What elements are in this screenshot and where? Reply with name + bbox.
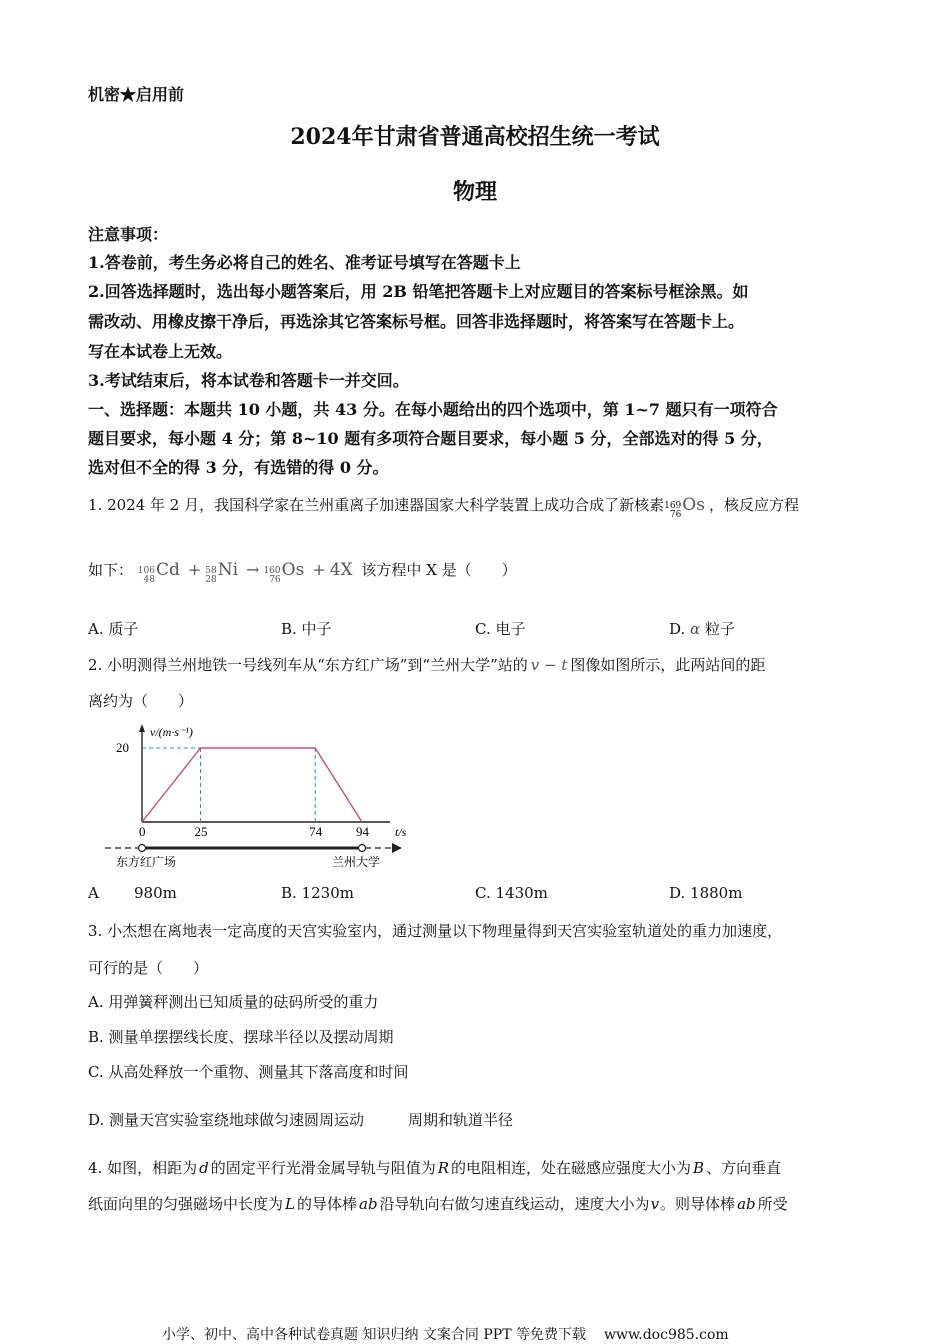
q3-option-a: A. 用弹簧秤测出已知质量的砝码所受的重力 (88, 993, 379, 1011)
y-tick-20: 20 (116, 740, 129, 755)
q2-option-d: D. 1880m (669, 884, 743, 902)
exam-title: 2024年甘肃省普通高校招生统一考试 (290, 124, 660, 150)
vt-chart (100, 722, 420, 877)
footer-url[interactable]: www.doc985.com (603, 1327, 729, 1343)
note-2-line-2: 需改动、用橡皮擦干净后，再选涂其它答案标号框。回答非选择题时，将答案写在答题卡上。 (88, 312, 745, 331)
q3-stem-line-1: 3. 小杰想在离地表一定高度的天宫实验室内，通过测量以下物理量得到天宫实验室轨道处的重力加速度， (88, 922, 783, 940)
q1-option-c: C. 电子 (475, 620, 526, 638)
q3-option-c: C. 从高处释放一个重物、测量其下落高度和时间 (88, 1063, 409, 1081)
x-tick-25: 25 (194, 824, 208, 839)
q4-stem-line-1: 4. 如图，相距为 d 的固定平行光滑金属导轨与阻值为 R 的电阻相连，处在磁感应强度大小为 B 、方向垂直 (88, 1159, 782, 1177)
nuclide-os-169: 169 76 Os (664, 495, 705, 520)
note-2-line-3: 写在本试卷上无效。 (88, 342, 233, 361)
note-2-line-1: 2.回答选择题时，选出每小题答案后，用 2B 铅笔把答题卡上对应题目的答案标号框涂黑。如 (88, 282, 749, 301)
station-end-dot (359, 845, 366, 852)
y-axis-arrow (139, 724, 145, 732)
station-end-label: 兰州大学 (332, 855, 381, 869)
q1-option-d: D. α 粒子 (669, 620, 735, 638)
q2-option-c: C. 1430m (475, 884, 548, 902)
x-tick-94: 94 (356, 824, 369, 839)
section-1-line-3: 选对但不全的得 3 分，有选错的得 0 分。 (88, 458, 389, 477)
q1-equation-line: 如下： 106 48 Cd + 58 28 Ni → 160 76 Os + 4X 该方程中 X 是（ ） (88, 560, 517, 585)
q1-option-b: B. 中子 (281, 620, 332, 638)
section-1-line-1: 一、选择题：本题共 10 小题，共 43 分。在每小题给出的四个选项中，第 1~7 题只有一项符合 (88, 400, 778, 419)
q4-stem-line-2: 纸面向里的匀强磁场中长度为 L 的导体棒 ab 沿导轨向右做匀速直线运动，速度大小为v。则导体棒 ab 所受 (88, 1195, 788, 1213)
notes-heading: 注意事项： (88, 225, 169, 244)
q2-option-a-label: A (88, 884, 99, 902)
velocity-series-line (142, 748, 362, 822)
section-1-line-2: 题目要求，每小题 4 分；第 8~10 题有多项符合题目要求，每小题 5 分，全部选对的得 5 分， (88, 429, 773, 448)
q2-option-a: 980m (134, 884, 177, 902)
q2-option-b: B. 1230m (281, 884, 354, 902)
secret-label: 机密★启用前 (88, 85, 185, 104)
q3-option-d: D. 测量天宫实验室绕地球做匀速圆周运动 周期和轨道半径 (88, 1111, 514, 1129)
track-arrow (392, 843, 402, 853)
q3-stem-line-2: 可行的是（ ） (88, 959, 209, 977)
x-tick-0: 0 (139, 824, 146, 839)
station-start-label: 东方红广场 (116, 855, 177, 869)
footer-text: 小学、初中、高中各种试卷真题 知识归纳 文案合同 PPT 等免费下载 www.doc985.com (162, 1327, 729, 1343)
x-axis-label: t/s (395, 825, 407, 839)
q2-stem-line-1: 2. 小明测得兰州地铁一号线列车从“东方红广场”到“兰州大学”站的 v − t 图像如图所示，此两站间的距 (88, 656, 766, 674)
station-start-dot (139, 845, 146, 852)
q3-option-b: B. 测量单摆摆线长度、摆球半径以及摆动周期 (88, 1028, 394, 1046)
q1-option-a: A. 质子 (88, 620, 139, 638)
note-1: 1.答卷前，考生务必将自己的姓名、准考证号填写在答题卡上 (88, 253, 521, 272)
note-3: 3.考试结束后，将本试卷和答题卡一并交回。 (88, 371, 409, 390)
reaction-equation: 106 48 Cd + 58 28 Ni → 160 76 Os + 4X (137, 560, 353, 585)
subject-title: 物理 (452, 179, 497, 205)
x-tick-74: 74 (309, 824, 323, 839)
q1-stem: 1. 2024 年 2 月，我国科学家在兰州重离子加速器国家大科学装置上成功合成了新核素 169 76 Os ，核反应方程 (88, 495, 799, 520)
y-axis-label: v/(m·s⁻¹) (150, 725, 193, 739)
q2-stem-line-2: 离约为（ ） (88, 692, 194, 710)
